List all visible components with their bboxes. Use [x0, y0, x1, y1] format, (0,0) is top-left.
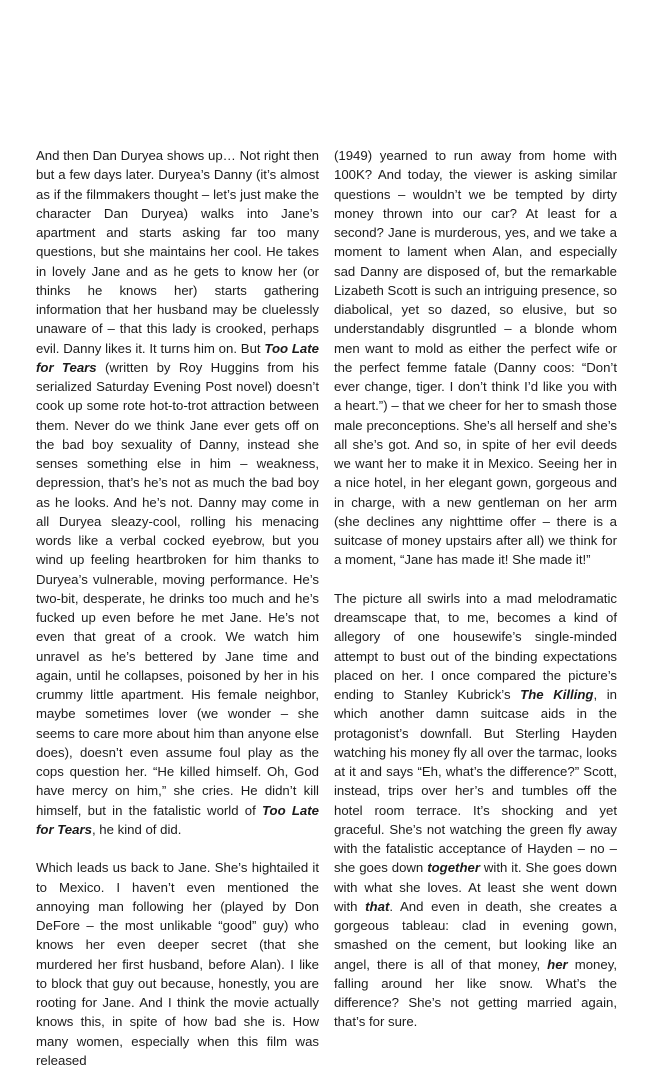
- text-run: money, falling around her like snow. What’s the difference? She’s not getting married again, that’s for sure.: [334, 956, 617, 1030]
- text-run: Which leads us back to Jane. She’s hightailed it to Mexico. I haven’t even mentioned the annoying man following her (played by Don DeFore – the most unlikable “good” guy) who knows her even deeper secret (that she murdered her first husband, before Alan). I like to block that guy out because, honestly, you are rooting for Jane. And I think the movie actually knows this, in spite of how bad she is. How many women, especially when this film was released: [36, 860, 319, 1068]
- film-title: Too Late for Tears: [36, 802, 319, 837]
- text-run: The picture all swirls into a mad melodramatic dreamscape that, to me, becomes a kind of allegory of one housewife’s single-minded attempt to bust out of the binding expectations placed on her. I once compared the picture’s ending to Stanley Kubrick’s: [334, 590, 617, 702]
- text-run: , he kind of did.: [91, 821, 182, 837]
- text-run: . And even in death, she creates a gorgeous tableau: clad in evening gown, smashed on the cement, but looking like an angel, there is all of that money,: [334, 898, 617, 972]
- paragraph-danny-duryea: [36, 146, 319, 839]
- text-run: , in which another damn suitcase aids in the protagonist’s downfall. But Sterling Hayden watching his money fly all over the tarmac, looks at it and says “Eh, what’s the difference?” Scott, instead, trips over her’s and tumbles off the hotel room terrace. It’s shocking and yet graceful. She’s not watching the green fly away with the fatalistic acceptance of Hayden – no – she goes down: [334, 687, 618, 876]
- emphasis-text: that: [365, 898, 390, 914]
- paragraph-jane-mexico: [36, 858, 319, 1070]
- paragraph-ending: [334, 589, 617, 1032]
- emphasis-text: her: [547, 956, 568, 972]
- right-column: [334, 146, 617, 1032]
- text-run: (1949) yearned to run away from home with 100K? And today, the viewer is asking similar questions – wouldn’t we be tempted by dirty money thrown into our car? At least for a second? Jane is murderous, yes, and we take a moment to lament when Alan, and especially sad Danny are disposed of, but the remarkable Lizabeth Scott is such an intriguing presence, so diabolical, yet so dazed, so elusive, but so understandably disgruntled – a blonde whom men want to mold as either the perfect wife or the perfect femme fatale (Danny coos: “Don’t ever change, tiger. I don’t think I’d like you with a heart.”) – that we cheer for her to smash those male preconceptions. She’s all herself and she’s all she’s got. And so, in spite of her evil deeds we want her to make it in Mexico. Seeing her in a nice hotel, in her elegant gown, gorgeous and in charge, with a new gentleman on her arm (she declines any nighttime offer – there is a suitcase of money upstairs after all) we think for a moment, “Jane has made it! She made it!”: [334, 148, 617, 568]
- film-title: Too Late for Tears: [36, 340, 319, 375]
- text-run: (written by Roy Huggins from his serialized Saturday Evening Post novel) doesn’t cook up some rote hot-to-trot attraction between them. Never do we think Jane ever gets off on the bad boy sexuality of Danny, instead she senses something else in him – weakness, depression, that’s he’s not as much the bad boy as he looks. And he’s not. Danny may come in all Duryea sleazy-cool, rolling his menacing words like a verbal cocked eyebrow, but you wind up feeling heartbroken for him thanks to Duryea’s vulnerable, moving performance. He’s two-bit, desperate, he drinks too much and he’s fucked up even before he met Jane. He’s not even that great of a crook. We watch him unravel as he’s bettered by Jane time and again, until he collapses, poisoned by her in his crummy little apartment. His female neighbor, maybe sometimes lover (we wonder – she seems to care more about him than anyone else does), doesn’t even assume foul play as the cops question her. “He killed himself. Oh, God have mercy on him,” she cries. He didn’t kill himself, but in the fatalistic world of: [36, 359, 319, 818]
- paragraph-lizabeth-scott: [334, 146, 617, 570]
- left-column: [36, 146, 319, 1070]
- text-run: with it. She goes down with what she loves. At least she went down with: [334, 860, 617, 914]
- text-run: And then Dan Duryea shows up… Not right then but a few days later. Duryea’s Danny (it’s almost as if the filmmakers thought – let’s just make the character Dan Duryea) walks into Jane’s apartment and starts asking far too many questions, but she maintains her cool. He takes in lovely Jane and as he gets to know her (or thinks he knows her) starts gathering information that her husband may be cluelessly unaware of – that this lady is crooked, perhaps evil. Danny likes it. It turns him on. But: [36, 148, 319, 356]
- film-title: The Killing: [520, 687, 594, 702]
- emphasis-text: together: [427, 860, 480, 876]
